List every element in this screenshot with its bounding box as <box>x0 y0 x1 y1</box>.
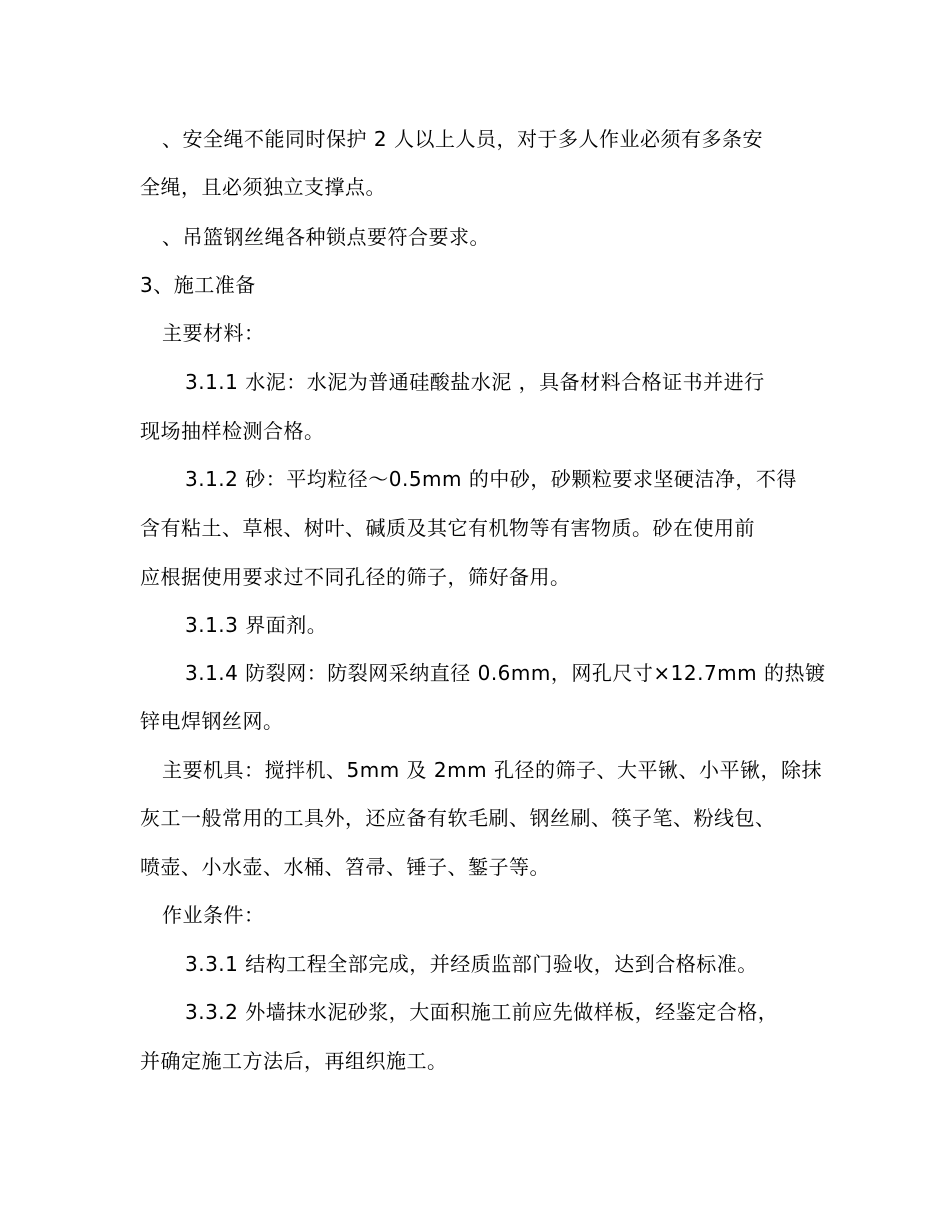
text-line-sand-cont-1: 含有粘土、草根、树叶、碱质及其它有机物等有害物质。砂在使用前 <box>140 516 755 540</box>
text-line-cement-cont: 现场抽样检测合格。 <box>140 419 325 443</box>
text-line-crack-mesh-cont: 锌电焊钢丝网。 <box>140 709 284 733</box>
text-line-sample-board: 3.3.2 外墙抹水泥砂浆，大面积施工前应先做样板，经鉴定合格， <box>185 1000 779 1024</box>
text-line-structure-complete: 3.3.1 结构工程全部完成，并经质监部门验收，达到合格标准。 <box>185 952 758 976</box>
text-line-sand: 3.1.2 砂：平均粒径～0.5mm 的中砂，砂颗粒要求坚硬洁净，不得 <box>185 467 797 491</box>
text-line-crack-mesh: 3.1.4 防裂网：防裂网采纳直径 0.6mm，网孔尺寸×12.7mm 的热镀 <box>185 661 826 685</box>
subheading-main-materials: 主要材料： <box>162 321 265 345</box>
text-line-sand-cont-2: 应根据使用要求过不同孔径的筛子，筛好备用。 <box>140 565 571 589</box>
text-line-main-tools-cont-1: 灰工一般常用的工具外，还应备有软毛刷、钢丝刷、筷子笔、粉线包、 <box>140 806 776 830</box>
text-line-basket-wire: 、吊篮钢丝绳各种锁点要符合要求。 <box>162 225 490 249</box>
text-line-main-tools: 主要机具：搅拌机、5mm 及 2mm 孔径的筛子、大平锹、小平锹，除抹 <box>162 758 822 782</box>
section-heading-preparation: 3、施工准备 <box>140 273 256 297</box>
text-line-sample-board-cont: 并确定施工方法后，再组织施工。 <box>140 1049 448 1073</box>
subheading-work-conditions: 作业条件： <box>162 903 265 927</box>
text-line-cement: 3.1.1 水泥：水泥为普通硅酸盐水泥 ，具备材料合格证书并进行 <box>185 370 765 394</box>
text-line-safety-rope: 、安全绳不能同时保护 2 人以上人员，对于多人作业必须有多条安 <box>162 127 763 151</box>
text-line-main-tools-cont-2: 喷壶、小水壶、水桶、笤帚、锤子、錾子等。 <box>140 855 550 879</box>
text-line-safety-rope-cont: 全绳，且必须独立支撑点。 <box>140 175 386 199</box>
text-line-interface-agent: 3.1.3 界面剂。 <box>185 613 328 637</box>
